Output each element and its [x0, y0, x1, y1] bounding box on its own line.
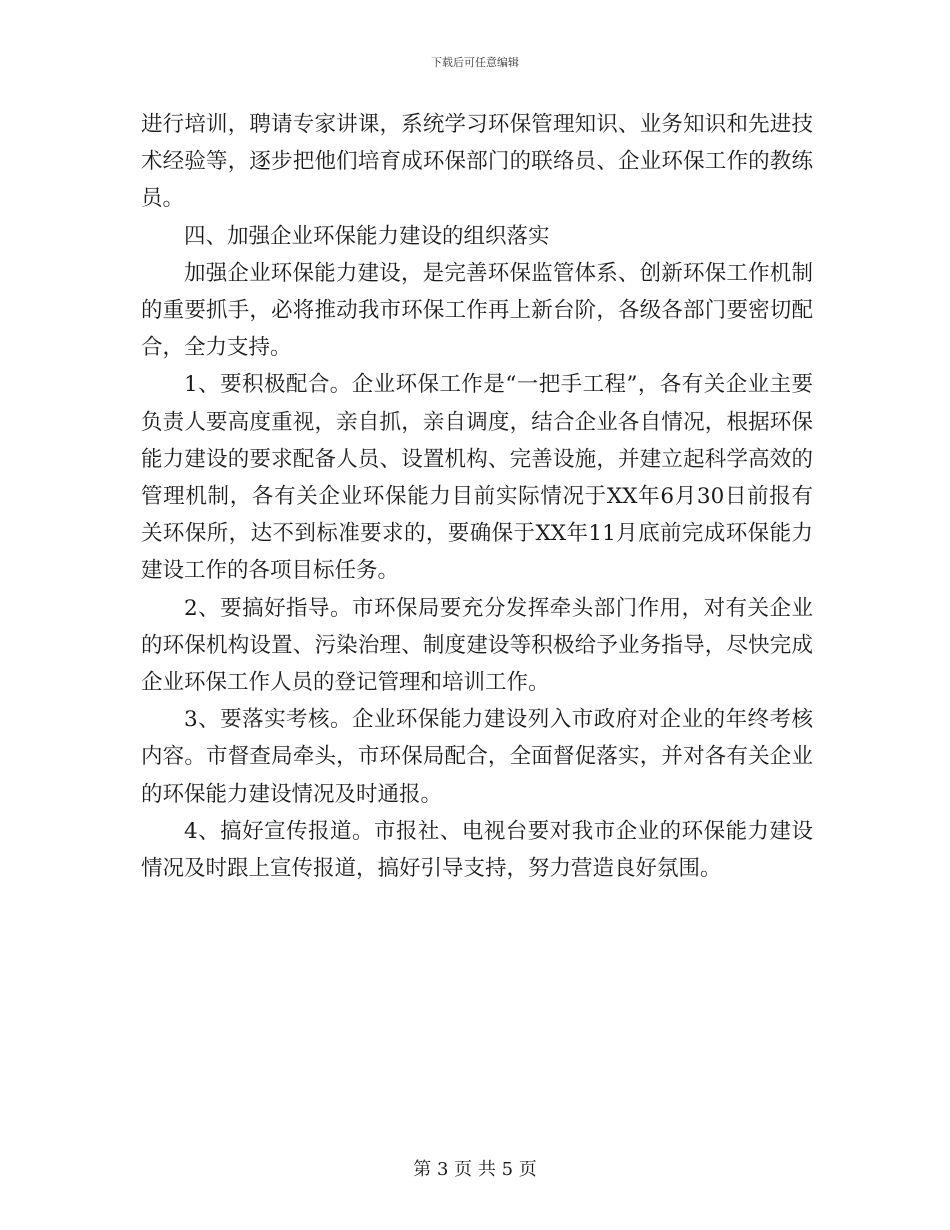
paragraph-item-4: 4、搞好宣传报道。市报社、电视台要对我市企业的环保能力建设情况及时跟上宣传报道，搞好引导支持，努力营造良好氛围。	[141, 818, 813, 882]
paragraph-item-2: 2、要搞好指导。市环保局要充分发挥牵头部门作用，对有关企业的环保机构设置、污染治理、制度建设等积极给予业务指导，尽快完成企业环保工作人员的登记管理和培训工作。	[141, 595, 813, 696]
section-heading-four: 四、加强企业环保能力建设的组织落实	[184, 223, 550, 249]
paragraph-intro: 加强企业环保能力建设，是完善环保监管体系、创新环保工作机制的重要抓手，必将推动我市环保工作再上新台阶，各级各部门要密切配合，全力支持。	[141, 260, 813, 361]
page-header: 下载后可任意编辑	[431, 56, 519, 69]
document-body	[141, 106, 813, 887]
page-number-footer: 第 3 页 共 5 页	[413, 1159, 537, 1180]
paragraph-item-1: 1、要积极配合。企业环保工作是“一把手工程”，各有关企业主要负责人要高度重视，亲自抓，亲自调度，结合企业各自情况，根据环保能力建设的要求配备人员、设置机构、完善设施，并建立起科学高效的管理机制，各有关企业环保能力目前实际情况于XX年6月30日前报有关环保所，达不到标准要求的，要确保于XX年11月底前完成环保能力建设工作的各项目标任务。	[141, 372, 813, 584]
paragraph-item-3: 3、要落实考核。企业环保能力建设列入市政府对企业的年终考核内容。市督查局牵头，市环保局配合，全面督促落实，并对各有关企业的环保能力建设情况及时通报。	[141, 707, 813, 807]
paragraph-training-continuation: 进行培训，聘请专家讲课，系统学习环保管理知识、业务知识和先进技术经验等，逐步把他们培育成环保部门的联络员、企业环保工作的教练员。	[141, 112, 813, 212]
